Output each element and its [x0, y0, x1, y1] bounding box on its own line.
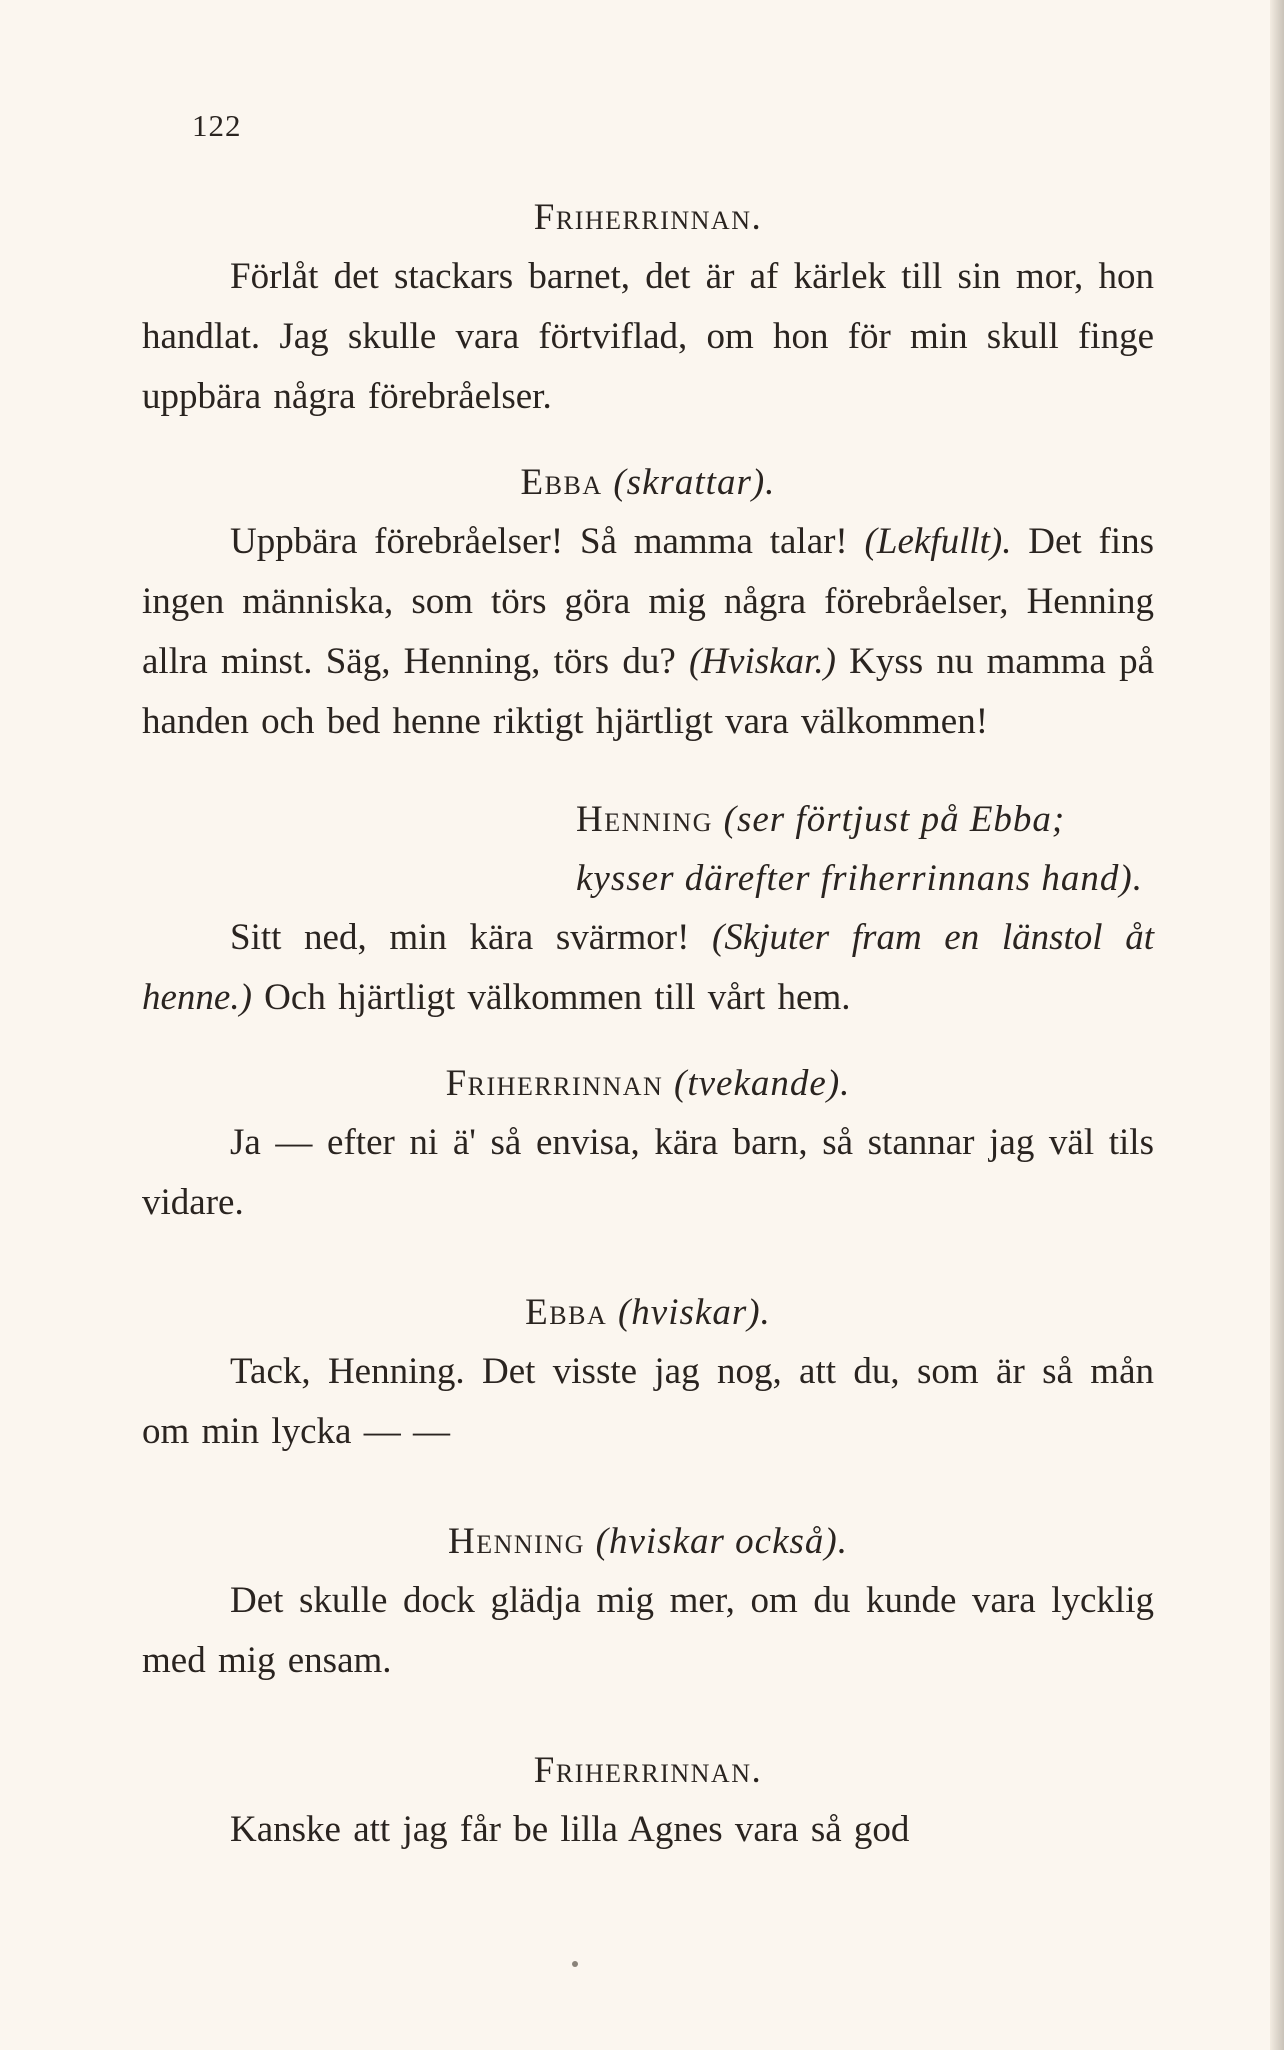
speaker-ebba: [142, 453, 1154, 512]
speaker-name: Ebba: [520, 462, 603, 503]
dialogue-paragraph: Uppbära förebråelser! Så mamma talar! (Lekfullt). Det fins ingen människa, som törs göra mig några förebråelser, Henning allra minst. Säg, Henning, törs du? (Hviskar.) Kyss nu mamma på handen och bed henne riktigt hjärtligt vara välkommen!: [142, 521, 1154, 742]
speaker-friherrinnan: [142, 188, 1154, 247]
speaker-name: Henning: [576, 799, 713, 840]
dialogue-paragraph: Det skulle dock glädja mig mer, om du kunde vara lycklig med mig ensam.: [142, 1580, 1154, 1681]
stage-direction: (Hviskar.): [688, 641, 836, 682]
speaker-ebba: [142, 1283, 1154, 1342]
page-number: 122: [192, 108, 242, 143]
speaker-friherrinnan: [142, 1054, 1154, 1113]
dialogue-paragraph: Förlåt det stackars barnet, det är af kärlek till sin mor, hon handlat. Jag skulle vara förtviflad, om hon för min skull finge uppbära några förebråelser.: [142, 256, 1154, 417]
speaker-name: Ebba: [525, 1292, 608, 1333]
speaker-henning: [142, 790, 1154, 908]
speaker-name: Friherrinnan: [445, 1063, 664, 1104]
ink-speck: [572, 1961, 578, 1967]
dialogue-paragraph: Sitt ned, min kära svärmor! (Skjuter fram en länstol åt henne.) Och hjärtligt välkommen till vårt hem.: [142, 917, 1154, 1018]
stage-direction: (tvekande).: [674, 1063, 851, 1104]
play-text: [142, 188, 1154, 1860]
stage-direction: (hviskar också).: [595, 1521, 848, 1562]
dialogue-paragraph: Kanske att jag får be lilla Agnes vara så god: [230, 1809, 910, 1850]
dialogue-paragraph: Tack, Henning. Det visste jag nog, att du, som är så mån om min lycka — —: [142, 1351, 1154, 1452]
page-edge: [1270, 0, 1284, 2050]
stage-direction: (Skjuter fram en länstol åt henne.): [142, 917, 1154, 1018]
stage-direction: (ser förtjust på Ebba; kysser därefter friherrinnans hand).: [576, 799, 1143, 899]
stage-direction: (Lekfullt).: [864, 521, 1012, 562]
speaker-name: Friherrinnan.: [533, 197, 763, 238]
speaker-friherrinnan: [142, 1741, 1154, 1800]
speaker-name: Henning: [448, 1521, 585, 1562]
stage-direction: (skrattar).: [613, 462, 776, 503]
speaker-henning: [142, 1512, 1154, 1571]
speaker-name: Friherrinnan.: [533, 1750, 763, 1791]
stage-direction: (hviskar).: [617, 1292, 771, 1333]
dialogue-paragraph: Ja — efter ni ä' så envisa, kära barn, så stannar jag väl tils vidare.: [142, 1122, 1154, 1223]
